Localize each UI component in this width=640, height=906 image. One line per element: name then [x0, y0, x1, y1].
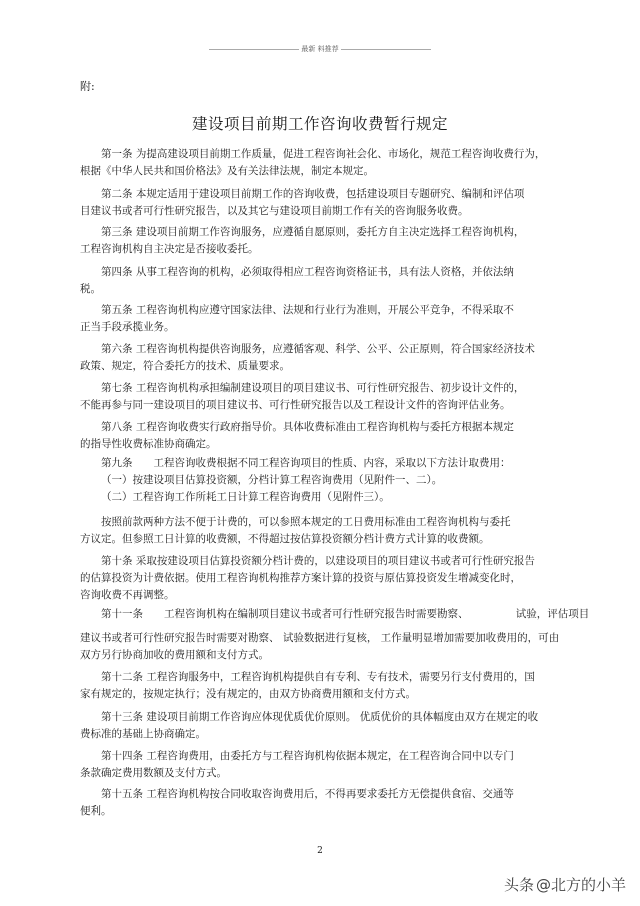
article-paragraph	[80, 514, 540, 548]
article-paragraph	[80, 380, 540, 414]
article-paragraph	[80, 455, 540, 506]
paragraph-line: 第十五条 工程咨询机构按合同收取咨询费用后，不得再要求委托方无偿提供食宿、交通等	[101, 788, 514, 800]
article-paragraph	[80, 186, 540, 220]
paragraph-line: 按照前款两种方法不便于计费的，可以参照本规定的工日费用标准由工程咨询机构与委托	[101, 516, 511, 528]
page-number: 2	[317, 846, 323, 856]
paragraph-line: 第十条 采取按建设项目估算投资额分档计费的，以建设项目的项目建议书或者可行性研究报告	[101, 555, 535, 567]
document-title: 建设项目前期工作咨询收费暂行规定	[191, 115, 448, 133]
article-paragraph	[80, 302, 540, 336]
paragraph-line: 第八条 工程咨询收费实行政府指导价。具体收费标准由工程咨询机构与委托方根据本规定	[101, 421, 514, 433]
header-text: 最新 料推荐	[301, 45, 339, 53]
page-header	[0, 44, 640, 54]
paragraph-line: 税。	[80, 283, 101, 295]
paragraph-line: 工程咨询机构自主决定是否接收委托。	[80, 243, 259, 255]
paragraph-line: 的指导性收费标准协商确定。	[80, 438, 217, 450]
article-paragraph	[80, 341, 540, 375]
paragraph-line: 咨询收费不再调整。	[80, 589, 175, 601]
watermark	[504, 874, 626, 895]
paragraph-line: 第九条 工程咨询收费根据不同工程咨询项目的性质、内容，采取以下方法计取费用：	[101, 457, 511, 469]
article-paragraph	[80, 748, 540, 782]
paragraph-line: 根据《中华人民共和国价格法》及有关法律法规，制定本规定。	[80, 165, 374, 177]
article-paragraph	[80, 264, 540, 298]
paragraph-line: 政策、规定，符合委托方的技术、质量要求。	[80, 360, 290, 372]
paragraph-line: 第十三条 建设项目前期工作咨询应体现优质优价原则。 优质优价的具体幅度由双方在规定的收	[101, 711, 539, 723]
article-paragraph	[80, 419, 540, 453]
paragraph-line: 建议书或者可行性研究报告时需要对勘察、 试验数据进行复核， 工作量明显增加需要加收费用的，可由	[80, 632, 560, 644]
paragraph-line: 目建议书或者可行性研究报告，以及其它与建设项目前期工作有关的咨询服务收费。	[80, 205, 469, 217]
paragraph-line: 第三条 建设项目前期工作咨询服务，应遵循自愿原则，委托方自主决定选择工程咨询机构，	[101, 226, 525, 238]
article-paragraph	[80, 669, 540, 703]
watermark-handle: @北方的小羊	[535, 876, 626, 894]
paragraph-line: 第十四条 工程咨询费用，由委托方与工程咨询机构依据本规定，在工程咨询合同中以专门	[101, 750, 514, 762]
paragraph-line: 正当手段承揽业务。	[80, 321, 175, 333]
article-paragraph	[80, 553, 540, 604]
paragraph-line: （二）工程咨询工作所耗工日计算工程咨询费用（见附件三）。	[101, 491, 390, 503]
article-paragraph	[80, 224, 540, 258]
paragraph-line: 方议定。但参照工日计算的收费额，不得超过按估算投资额分档计费方式计算的收费额。	[80, 533, 490, 545]
paragraph-line: 第七条 工程咨询机构承担编制建设项目的项目建议书、可行性研究报告、初步设计文件的，	[101, 382, 525, 394]
header-rule-left	[209, 49, 299, 50]
paragraph-line: 第六条 工程咨询机构提供咨询服务，应遵循客观、科学、公平、公正原则，符合国家经济技术	[101, 343, 535, 355]
paragraph-line: 便利。	[80, 805, 112, 817]
paragraph-line: 双方另行协商加收的费用额和支付方式。	[80, 649, 269, 661]
paragraph-line: 家有规定的，按规定执行；没有规定的，由双方协商费用额和支付方式。	[80, 688, 416, 700]
article-paragraph	[80, 606, 590, 623]
paragraph-line: 第十一条 工程咨询机构在编制项目建议书或者可行性研究报告时需要勘察、 试验，评估项目	[101, 608, 590, 620]
paragraph-line: 第一条 为提高建设项目前期工作质量，促进工程咨询社会化、市场化，规范工程咨询收费行为，	[101, 148, 546, 160]
article-paragraph	[80, 146, 546, 180]
paragraph-line: 第五条 工程咨询机构应遵守国家法律、法规和行业行为准则，开展公平竞争，不得采取不	[101, 304, 514, 316]
paragraph-line: 第十二条 工程咨询服务中，工程咨询机构提供自有专利、专有技术，需要另行支付费用的，国	[101, 671, 535, 683]
paragraph-line: 不能再参与同一建设项目的项目建议书、可行性研究报告以及工程设计文件的咨询评估业务。	[80, 399, 511, 411]
paragraph-line: 的估算投资为计费依据。使用工程咨询机构推荐方案计算的投资与原估算投资发生增减变化时，	[80, 572, 521, 584]
article-paragraph	[80, 786, 540, 820]
header-rule-right	[341, 49, 431, 50]
paragraph-line: 费标准的基础上协商确定。	[80, 728, 206, 740]
watermark-prefix: 头条	[503, 876, 534, 894]
article-paragraph	[80, 709, 540, 743]
paragraph-line: 条款确定费用数额及支付方式。	[80, 767, 227, 779]
paragraph-line: （一）按建设项目估算投资额，分档计算工程咨询费用（见附件一、二）。	[101, 474, 443, 486]
article-paragraph	[80, 630, 560, 664]
paragraph-line: 第二条 本规定适用于建设项目前期工作的咨询收费，包括建设项目专题研究、编制和评估项	[101, 188, 525, 200]
attachment-label: 附:	[80, 80, 95, 93]
paragraph-line: 第四条 从事工程咨询的机构，必须取得相应工程咨询资格证书，具有法人资格，并依法纳	[101, 266, 514, 278]
